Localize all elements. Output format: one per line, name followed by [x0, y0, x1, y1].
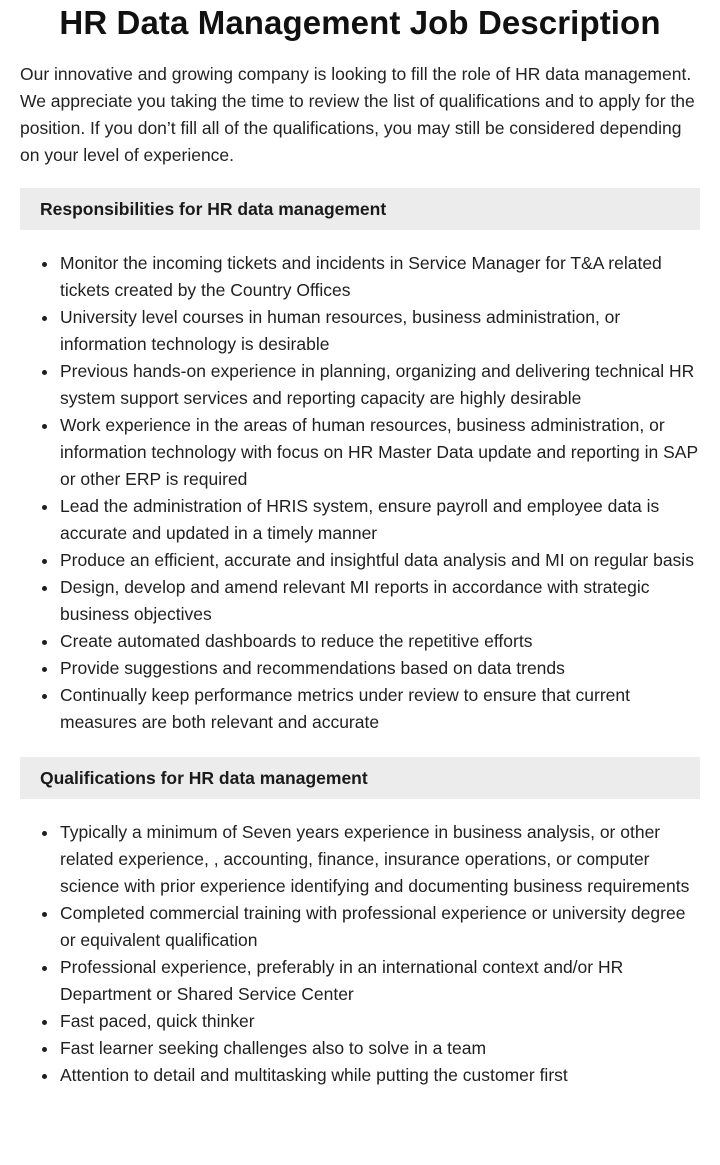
list-item: [60, 493, 700, 547]
intro-paragraph: Our innovative and growing company is looking to fill the role of HR data management. We appreciate you taking the time to review the list of qualifications and to apply for the position. If you don’t fill all of the qualifications, you may still be considered depending on your level of experience.: [20, 64, 695, 165]
list-item: [60, 358, 700, 412]
bullet-icon: [42, 912, 47, 917]
bullet-icon: [42, 1020, 47, 1025]
bullet-icon: [42, 370, 47, 375]
bullet-icon: [42, 1074, 47, 1079]
list-item: [60, 412, 700, 493]
responsibilities-heading: Responsibilities for HR data management: [20, 188, 700, 230]
list-item: [60, 655, 700, 682]
bullet-icon: [42, 316, 47, 321]
list-item-text: Provide suggestions and recommendations based on data trends: [60, 658, 565, 678]
list-item: [60, 819, 700, 900]
list-item: [60, 900, 700, 954]
list-item: [60, 954, 700, 1008]
list-item: [60, 1008, 700, 1035]
bullet-icon: [42, 262, 47, 267]
list-item-text: Completed commercial training with professional experience or university degree or equivalent qualification: [60, 903, 686, 950]
list-item: [60, 304, 700, 358]
responsibilities-list: [20, 250, 700, 736]
bullet-icon: [42, 505, 47, 510]
list-item: [60, 682, 700, 736]
list-item: [60, 1062, 700, 1089]
list-item-text: Lead the administration of HRIS system, ensure payroll and employee data is accurate and updated in a timely manner: [60, 496, 660, 543]
qualifications-list: [20, 819, 700, 1089]
list-item-text: Work experience in the areas of human resources, business administration, or information technology with focus on HR Master Data update and reporting in SAP or other ERP is required: [60, 415, 698, 489]
page-title: HR Data Management Job Description: [59, 4, 661, 41]
list-item-text: Professional experience, preferably in an international context and/or HR Department or Shared Service Center: [60, 957, 624, 1004]
list-item-text: Continually keep performance metrics under review to ensure that current measures are both relevant and accurate: [60, 685, 630, 732]
list-item-text: Design, develop and amend relevant MI reports in accordance with strategic business objectives: [60, 577, 650, 624]
bullet-icon: [42, 667, 47, 672]
list-item-text: Attention to detail and multitasking while putting the customer first: [60, 1065, 568, 1085]
list-item-text: Fast learner seeking challenges also to solve in a team: [60, 1038, 487, 1058]
bullet-icon: [42, 1047, 47, 1052]
list-item-text: Fast paced, quick thinker: [60, 1011, 255, 1031]
list-item-text: Typically a minimum of Seven years experience in business analysis, or other related experience, , accounting, finance, insurance operations, or computer science with prior experience identifying and documenting business requirements: [60, 822, 690, 896]
list-item: [60, 628, 700, 655]
list-item-text: Create automated dashboards to reduce the repetitive efforts: [60, 631, 533, 651]
list-item: [60, 574, 700, 628]
bullet-icon: [42, 424, 47, 429]
list-item-text: University level courses in human resources, business administration, or information technology is desirable: [60, 307, 621, 354]
bullet-icon: [42, 694, 47, 699]
bullet-icon: [42, 831, 47, 836]
bullet-icon: [42, 640, 47, 645]
bullet-icon: [42, 559, 47, 564]
bullet-icon: [42, 586, 47, 591]
qualifications-heading: Qualifications for HR data management: [20, 757, 700, 799]
list-item: [60, 547, 700, 574]
list-item-text: Produce an efficient, accurate and insightful data analysis and MI on regular basis: [60, 550, 694, 570]
list-item: [60, 1035, 700, 1062]
bullet-icon: [42, 966, 47, 971]
list-item-text: Monitor the incoming tickets and incidents in Service Manager for T&A related tickets created by the Country Offices: [60, 253, 662, 300]
list-item: [60, 250, 700, 304]
list-item-text: Previous hands-on experience in planning, organizing and delivering technical HR system support services and reporting capacity are highly desirable: [60, 361, 695, 408]
